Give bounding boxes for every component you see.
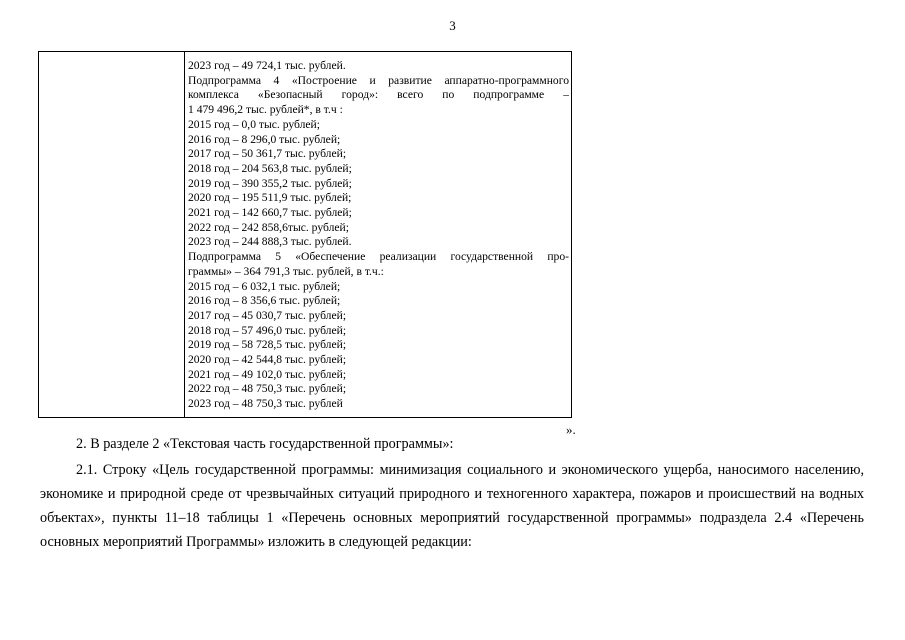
cell-line: 2016 год – 8 356,6 тыс. рублей; [188,294,341,308]
paragraph-section-2: 2. В разделе 2 «Текстовая часть государственной программы»: [76,436,454,452]
cell-line: 2017 год – 45 030,7 тыс. рублей; [188,308,347,322]
cell-line: 2018 год – 204 563,8 тыс. рублей; [188,161,352,175]
cell-line: Подпрограмма 5 «Обеспечение реализации государственной про- [188,250,569,264]
cell-line: Подпрограмма 4 «Построение и развитие аппаратно-программного [188,73,569,87]
cell-line: 2015 год – 0,0 тыс. рублей; [188,117,320,131]
cell-line: 2022 год – 242 858,6тыс. рублей; [188,220,349,234]
cell-line: 2021 год – 142 660,7 тыс. рублей; [188,206,352,220]
page-number: 3 [449,18,456,33]
cell-line: 2019 год – 390 355,2 тыс. рублей; [188,176,352,190]
cell-line: 2016 год – 8 296,0 тыс. рублей; [188,132,341,146]
cell-line: 2015 год – 6 032,1 тыс. рублей; [188,279,341,293]
cell-line: 2023 год – 49 724,1 тыс. рублей. [188,59,346,72]
cell-line: 2020 год – 195 511,9 тыс. рублей; [188,191,352,205]
cell-line: 2023 год – 244 888,3 тыс. рублей. [188,235,352,249]
cell-line: 2019 год – 58 728,5 тыс. рублей; [188,338,347,352]
closing-quote: ». [566,422,576,437]
cell-line: 2018 год – 57 496,0 тыс. рублей; [188,323,347,337]
cell-line: комплекса «Безопасный город»: всего по подпрограмме – [188,88,569,102]
table-right-cell [188,59,569,412]
cell-line: 2020 год – 42 544,8 тыс. рублей; [188,353,347,367]
cell-line: 2017 год – 50 361,7 тыс. рублей; [188,147,347,161]
cell-line: 2021 год – 49 102,0 тыс. рублей; [188,367,347,381]
table-left-cell [39,52,185,417]
cell-line: 2022 год – 48 750,3 тыс. рублей; [188,382,347,396]
cell-line: 2023 год – 48 750,3 тыс. рублей [188,397,343,411]
cell-line: 1 479 496,2 тыс. рублей*, в т.ч : [188,103,343,117]
cell-line: граммы» – 364 791,3 тыс. рублей, в т.ч.: [188,264,384,278]
paragraph-2-1: 2.1. Строку «Цель государственной программы: минимизация социального и экономического ущерба, наносимого населению, экономике и природной среде от чрезвычайных ситуаций природного и техногенного характера, пожаров и происшествий на водных объектах», пункты 11–18 таблицы 1 «Перечень основных мероприятий государственной программы» подраздела 2.4 «Перечень основных мероприятий Программы» изложить в следующей редакции: [40,462,864,550]
funding-table [38,51,572,418]
